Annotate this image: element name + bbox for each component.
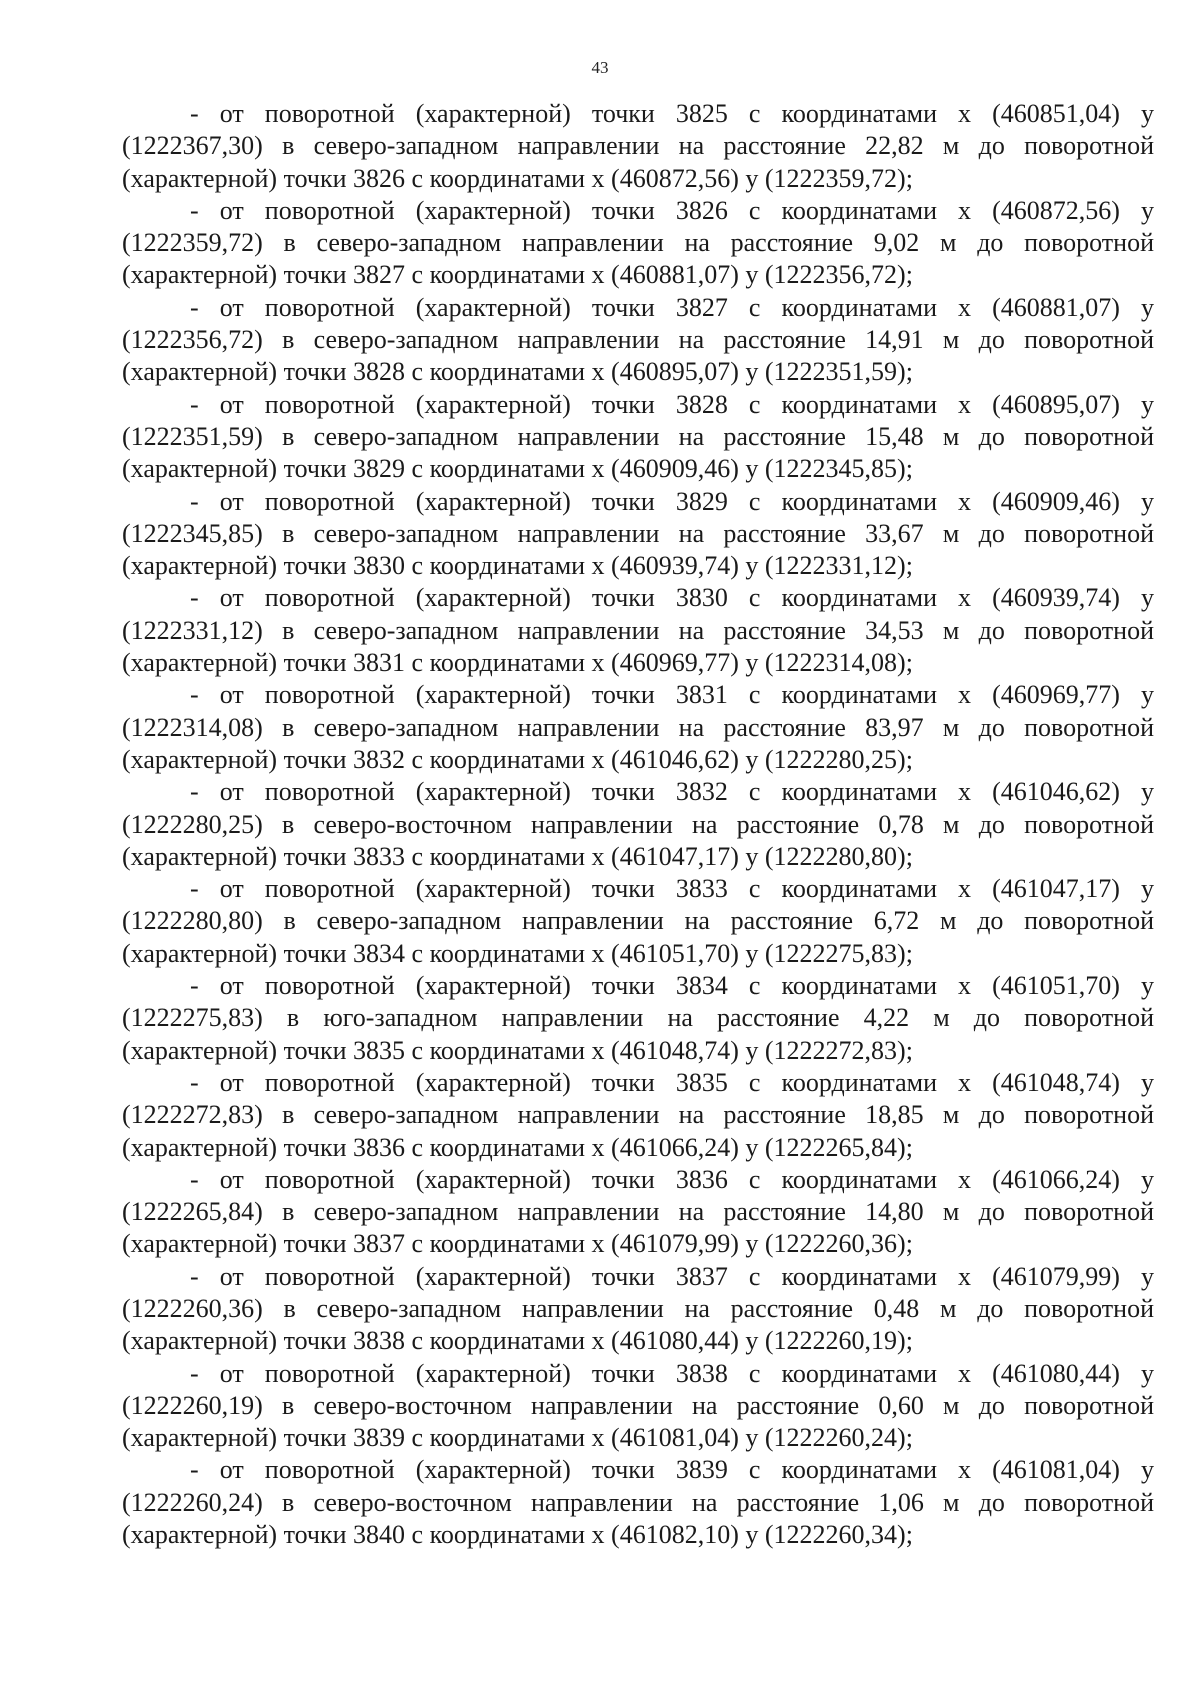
boundary-segment-paragraph: - от поворотной (характерной) точки 3826 с координатами x (460872,56) y (1222359,72) в северо-западном направлении на расстояние 9,02 м до поворотной (характерной) точки 3827 с координатами x (460881,07) y (1222356,72);: [122, 195, 1154, 290]
boundary-segment-paragraph: - от поворотной (характерной) точки 3831 с координатами x (460969,77) y (1222314,08) в северо-западном направлении на расстояние 83,97 м до поворотной (характерной) точки 3832 с координатами x (461046,62) y (1222280,25);: [122, 680, 1154, 774]
page-number: 43: [591, 58, 609, 77]
boundary-segment-paragraph: - от поворотной (характерной) точки 3837 с координатами x (461079,99) y (1222260,36) в северо-западном направлении на расстояние 0,48 м до поворотной (характерной) точки 3838 с координатами x (461080,44) y (1222260,19);: [122, 1261, 1154, 1356]
boundary-segment-paragraph: - от поворотной (характерной) точки 3830 с координатами x (460939,74) y (1222331,12) в северо-западном направлении на расстояние 34,53 м до поворотной (характерной) точки 3831 с координатами x (460969,77) y (1222314,08);: [122, 583, 1154, 678]
boundary-segment-paragraph: - от поворотной (характерной) точки 3825 с координатами x (460851,04) y (1222367,30) в северо-западном направлении на расстояние 22,82 м до поворотной (характерной) точки 3826 с координатами x (460872,56) y (1222359,72);: [122, 99, 1154, 193]
document-body: [122, 98, 1154, 1551]
boundary-segment-paragraph: - от поворотной (характерной) точки 3828 с координатами x (460895,07) y (1222351,59) в северо-западном направлении на расстояние 15,48 м до поворотной (характерной) точки 3829 с координатами x (460909,46) y (1222345,85);: [122, 389, 1154, 484]
boundary-segment-paragraph: - от поворотной (характерной) точки 3835 с координатами x (461048,74) y (1222272,83) в северо-западном направлении на расстояние 18,85 м до поворотной (характерной) точки 3836 с координатами x (461066,24) y (1222265,84);: [122, 1067, 1154, 1162]
boundary-segment-paragraph: - от поворотной (характерной) точки 3827 с координатами x (460881,07) y (1222356,72) в северо-западном направлении на расстояние 14,91 м до поворотной (характерной) точки 3828 с координатами x (460895,07) y (1222351,59);: [122, 292, 1154, 387]
boundary-segment-paragraph: - от поворотной (характерной) точки 3834 с координатами x (461051,70) y (1222275,83) в юго-западном направлении на расстояние 4,22 м до поворотной (характерной) точки 3835 с координатами x (461048,74) y (1222272,83);: [122, 971, 1154, 1065]
boundary-segment-paragraph: - от поворотной (характерной) точки 3829 с координатами x (460909,46) y (1222345,85) в северо-западном направлении на расстояние 33,67 м до поворотной (характерной) точки 3830 с координатами x (460939,74) y (1222331,12);: [122, 486, 1154, 581]
boundary-segment-paragraph: - от поворотной (характерной) точки 3836 с координатами x (461066,24) y (1222265,84) в северо-западном направлении на расстояние 14,80 м до поворотной (характерной) точки 3837 с координатами x (461079,99) y (1222260,36);: [122, 1164, 1154, 1259]
boundary-segment-paragraph: - от поворотной (характерной) точки 3839 с координатами x (461081,04) y (1222260,24) в северо-восточном направлении на расстояние 1,06 м до поворотной (характерной) точки 3840 с координатами x (461082,10) y (1222260,34);: [122, 1455, 1154, 1550]
boundary-segment-paragraph: - от поворотной (характерной) точки 3832 с координатами x (461046,62) y (1222280,25) в северо-восточном направлении на расстояние 0,78 м до поворотной (характерной) точки 3833 с координатами x (461047,17) y (1222280,80);: [122, 777, 1154, 871]
boundary-segment-paragraph: - от поворотной (характерной) точки 3833 с координатами x (461047,17) y (1222280,80) в северо-западном направлении на расстояние 6,72 м до поворотной (характерной) точки 3834 с координатами x (461051,70) y (1222275,83);: [122, 874, 1154, 968]
boundary-segment-paragraph: - от поворотной (характерной) точки 3838 с координатами x (461080,44) y (1222260,19) в северо-восточном направлении на расстояние 0,60 м до поворотной (характерной) точки 3839 с координатами x (461081,04) y (1222260,24);: [122, 1358, 1154, 1453]
